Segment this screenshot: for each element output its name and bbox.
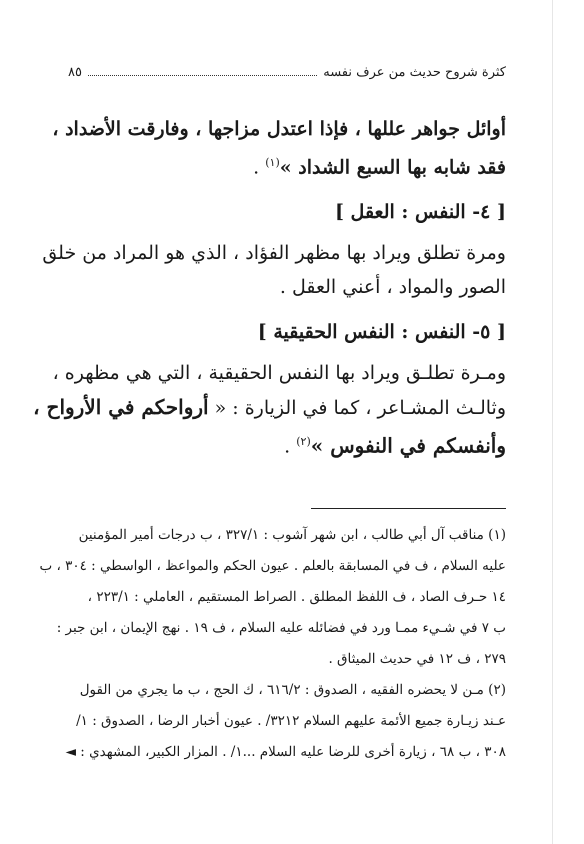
section-heading-4: [ ٤- النفس : العقل ]: [334, 201, 506, 224]
paragraph-1-line-1: أوائل جواهر عللها ، فإذا اعتدل مزاجها ، وفارقت الأضداد ،: [52, 118, 506, 140]
footnote-1-line-1: (١) مناقب آل أبي طالب ، ابن شهر آشوب : ٣٢٧/١ ، ب درجات أمير المؤمنين: [78, 527, 506, 543]
paragraph-3-line-2-text: وثالـث المشـاعر ، كما في الزيارة : «: [208, 397, 506, 420]
paragraph-3-line-1: ومـرة تطلـق ويراد بها النفس الحقيقية ، التي هي مظهره ،: [52, 362, 506, 385]
paragraph-3-line-3: [68, 425, 506, 463]
paragraph-3-line-3-end: .: [284, 435, 297, 458]
footnote-1-line-3: ١٤ حـرف الصاد ، ف اللفظ المطلق . الصراط المستقيم ، العاملي : ٢٢٣/١ ،: [87, 589, 506, 605]
paragraph-3-line-2: [33, 390, 506, 425]
page-edge-line: [552, 0, 553, 844]
footnote-separator: [311, 508, 506, 509]
running-head-title: كثرة شروح حديث من عرف نفسه: [323, 64, 506, 80]
footnote-1-line-4: ب ٧ في شـيء ممـا ورد في فضائله عليه السلام ، ف ١٩ . نهج الإيمان ، ابن جبر :: [56, 620, 506, 636]
paragraph-1-line-2-text: فقد شابه بها السبع الشداد »: [279, 156, 506, 179]
quotation-part-2: وأنفسكم في النفوس »: [310, 433, 506, 458]
section-heading-5: [ ٥- النفس : النفس الحقيقية ]: [257, 321, 506, 344]
paragraph-2-line-2: الصور والمواد ، أعني العقل .: [279, 276, 506, 299]
paragraph-1-line-2-end: .: [253, 156, 266, 179]
page-number: ٨٥: [68, 64, 82, 80]
footnote-1-line-2: عليه السلام ، ف في المسابقة بالعلم . عيون الحكم والمواعظ ، الواسطي : ٣٠٤ ، ب: [39, 558, 506, 574]
quotation-part-1: أرواحكم في الأرواح ،: [33, 395, 209, 420]
footnote-2-line-1: (٢) مـن لا يحضره الفقيه ، الصدوق : ٦١٦/٢ ، ك الحج ، ب ما يجري من القول: [79, 682, 506, 698]
running-head: [68, 60, 506, 84]
footnote-2-line-2: عـند زيـارة جميع الأئمة عليهم السلام ٣٢١٢/ . عيون أخبار الرضا ، الصدوق : ١/: [76, 713, 506, 729]
footnote-ref-2: (٢): [296, 435, 311, 449]
paragraph-2-line-1: ومرة تطلق ويراد بها مظهر الفؤاد ، الذي هو المراد من خلق: [42, 242, 506, 265]
leader-dots: [88, 75, 317, 76]
footnotes: [39, 520, 506, 768]
paragraph-1-line-2: [68, 146, 506, 184]
footnote-2-line-3: ٣٠٨ ، ب ٦٨ ، زيارة أخرى للرضا عليه السلام ...١/ . المزار الكبير، المشهدي : ◄: [65, 744, 506, 760]
main-text: [33, 112, 506, 464]
footnote-ref-1: (١): [265, 156, 280, 169]
footnote-1-line-5: ٢٧٩ ، ف ١٢ في حديث الميثاق .: [328, 651, 506, 667]
